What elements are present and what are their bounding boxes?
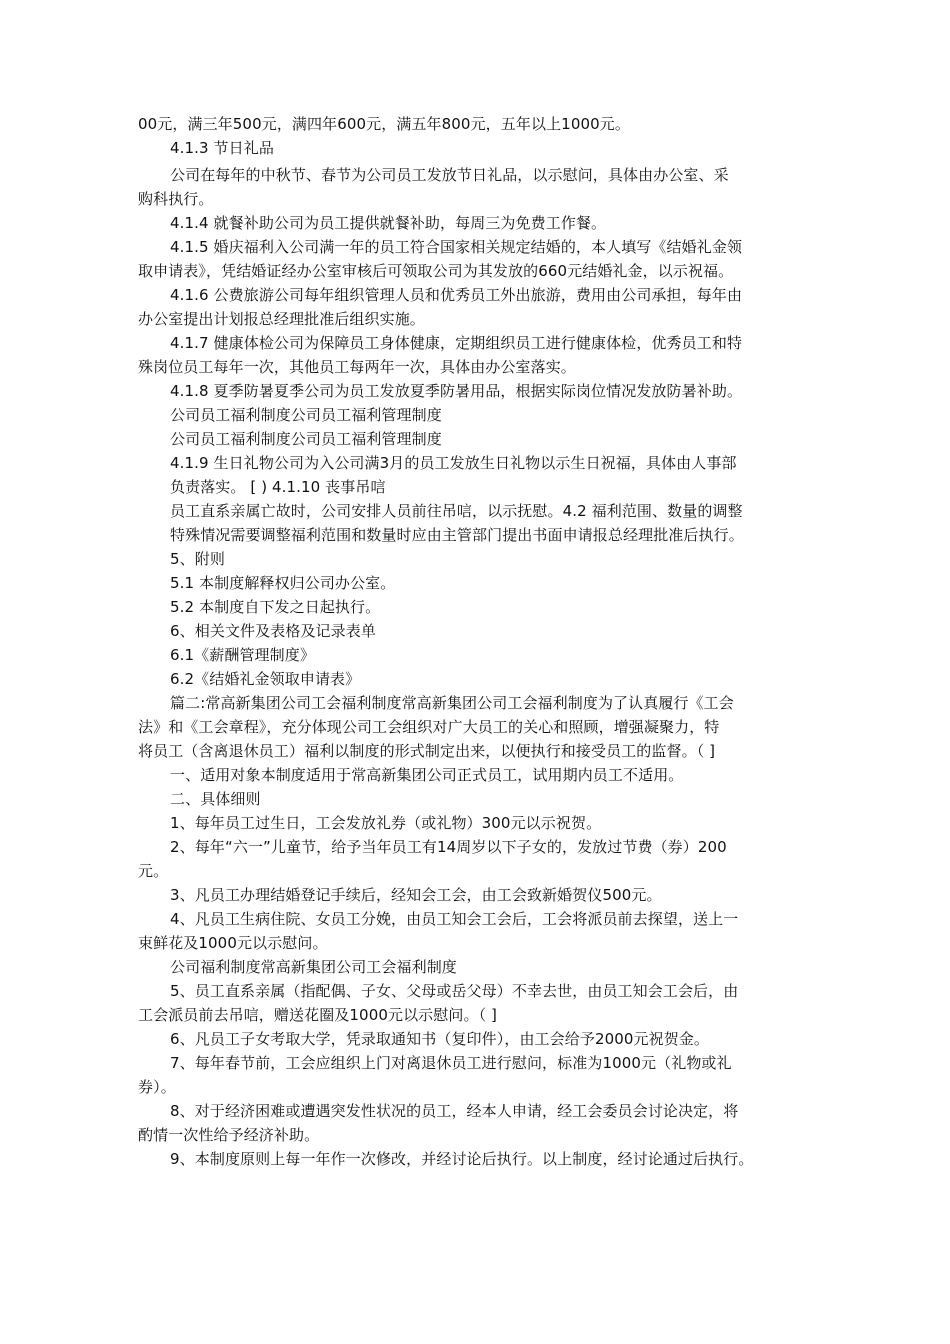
text-line: 公司员工福利制度公司员工福利管理制度 (170, 406, 442, 424)
text-line: 殊岗位员工每年一次，其他员工每两年一次，具体由办公室落实。 (138, 358, 576, 376)
text-line: 篇二:常高新集团公司工会福利制度常高新集团公司工会福利制度为了认真履行《工会 (170, 694, 734, 712)
text-line: 4.1.8 夏季防暑夏季公司为员工发放夏季防暑用品，根据实际岗位情况发放防暑补助。 (170, 382, 743, 400)
text-line: 2、每年“六一”儿童节，给予当年员工有14周岁以下子女的，发放过节费（券）200 (170, 838, 727, 856)
text-line: 公司福利制度常高新集团公司工会福利制度 (170, 958, 457, 976)
text-line: 6、凡员工子女考取大学，凭录取通知书（复印件），由工会给予2000元祝贺金。 (170, 1030, 710, 1048)
text-line: 4.1.6 公费旅游公司每年组织管理人员和优秀员工外出旅游，费用由公司承担，每年由 (170, 286, 743, 304)
text-line: 酌情一次性给予经济补助。 (138, 1126, 320, 1144)
text-line: 4.1.3 节日礼品 (170, 139, 274, 157)
text-line: 9、本制度原则上每一年作一次修改，并经讨论后执行。以上制度，经讨论通过后执行。 (170, 1150, 754, 1168)
text-line: 3、凡员工办理结婚登记手续后，经知会工会，由工会致新婚贺仪500元。 (170, 886, 662, 904)
text-line: 6.2《结婚礼金领取申请表》 (170, 670, 361, 688)
text-line: 员工直系亲属亡故时，公司安排人员前往吊唁，以示抚慰。4.2 福利范围、数量的调整 (170, 502, 743, 520)
text-line: 6.1《薪酬管理制度》 (170, 646, 315, 664)
text-line: 7、每年春节前，工会应组织上门对离退休员工进行慰问，标准为1000元（礼物或礼 (170, 1054, 732, 1072)
text-line: 束鲜花及1000元以示慰问。 (138, 934, 328, 952)
text-line: 5.1 本制度解释权归公司办公室。 (170, 574, 396, 592)
text-line: 4.1.5 婚庆福利入公司满一年的员工符合国家相关规定结婚的，本人填写《结婚礼金领 (170, 238, 743, 256)
text-line: 购科执行。 (138, 190, 214, 208)
text-line: 8、对于经济困难或遭遇突发性状况的员工，经本人申请，经工会委员会讨论决定，将 (170, 1102, 739, 1120)
text-line: 4、凡员工生病住院、女员工分娩，由员工知会工会后，工会将派员前去探望，送上一 (170, 910, 739, 928)
text-line: 4.1.9 生日礼物公司为入公司满3月的员工发放生日礼物以示生日祝福，具体由人事部 (170, 454, 737, 472)
text-line: 工会派员前去吊唁，赠送花圈及1000元以示慰问。（ ] (138, 1006, 497, 1024)
text-line: 负责落实。 [ ) 4.1.10 丧事吊唁 (170, 478, 386, 496)
text-line: 一、适用对象本制度适用于常高新集团公司正式员工，试用期内员工不适用。 (170, 766, 684, 784)
text-line: 取申请表》，凭结婚证经办公室审核后可领取公司为其发放的660元结婚礼金，以示祝福。 (138, 262, 734, 280)
document-page (138, 116, 828, 1175)
text-line: 4.1.4 就餐补助公司为员工提供就餐补助，每周三为免费工作餐。 (170, 214, 607, 232)
text-line: 办公室提出计划报总经理批准后组织实施。 (138, 310, 425, 328)
text-line: 公司员工福利制度公司员工福利管理制度 (170, 430, 442, 448)
text-line: 券）。 (138, 1078, 176, 1096)
text-line: 6、相关文件及表格及记录表单 (170, 622, 376, 640)
text-line: 4.1.7 健康体检公司为保障员工身体健康，定期组织员工进行健康体检，优秀员工和特 (170, 334, 743, 352)
text-line: 5、附则 (170, 550, 225, 568)
text-line: 1、每年员工过生日，工会发放礼券（或礼物）300元以示祝贺。 (170, 814, 602, 832)
text-line: 5、员工直系亲属（指配偶、子女、父母或岳父母）不幸去世，由员工知会工会后，由 (170, 982, 739, 1000)
text-line: 公司在每年的中秋节、春节为公司员工发放节日礼品，以示慰问，具体由办公室、采 (170, 166, 729, 184)
text-line: 元。 (138, 862, 169, 880)
text-line: 特殊情况需要调整福利范围和数量时应由主管部门提出书面申请报总经理批准后执行。 (170, 526, 744, 544)
text-line: 将员工（含离退休员工）福利以制度的形式制定出来，以便执行和接受员工的监督。（ ] (138, 742, 716, 760)
text-line: 00元，满三年500元，满四年600元，满五年800元，五年以上1000元。 (138, 115, 630, 133)
text-line: 法》和《工会章程》，充分体现公司工会组织对广大员工的关心和照顾，增强凝聚力，特 (138, 718, 720, 736)
text-line: 5.2 本制度自下发之日起执行。 (170, 598, 381, 616)
text-line: 二、具体细则 (170, 790, 261, 808)
